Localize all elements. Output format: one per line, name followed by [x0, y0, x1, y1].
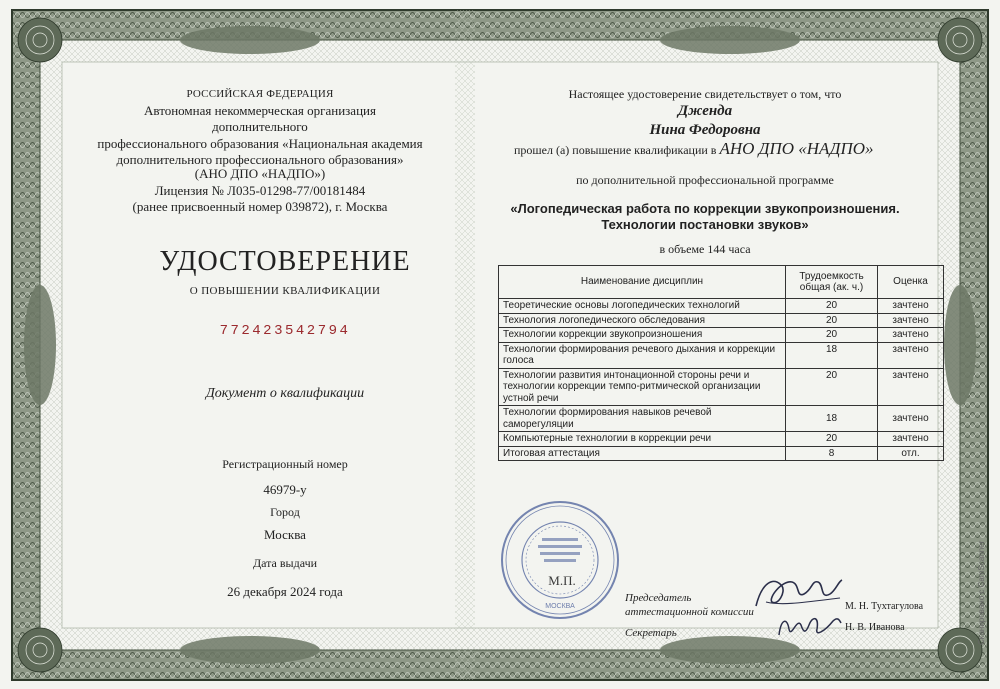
header-hours: Трудоемкость общая (ак. ч.)	[786, 266, 878, 299]
holder-given-name: Нина Федоровна	[649, 122, 761, 138]
chair-label-line-2: аттестационной комиссии	[625, 606, 754, 618]
document-type: Документ о квалификации	[205, 386, 365, 401]
table-row	[499, 328, 944, 343]
document-subtitle: О ПОВЫШЕНИИ КВАЛИФИКАЦИИ	[189, 285, 381, 297]
org-short-name: (АНО ДПО «НАДПО»)	[194, 166, 326, 181]
holder-surname: Дженда	[677, 103, 733, 119]
discipline-hours: 20	[786, 313, 878, 328]
discipline-grade: зачтено	[878, 406, 944, 432]
secretary-signature	[775, 611, 845, 643]
completion-text: прошел (а) повышение квалификации в	[514, 143, 717, 157]
discipline-name: Технологии формирования речевого дыхания и коррекции голоса	[499, 342, 786, 368]
chair-label	[625, 591, 765, 619]
old-number: (ранее присвоенный номер 039872), г. Москва	[132, 199, 388, 214]
official-stamp	[498, 498, 622, 622]
discipline-hours: 20	[786, 299, 878, 314]
disciplines-table	[498, 265, 944, 461]
discipline-grade: зачтено	[878, 342, 944, 368]
table-row	[499, 406, 944, 432]
issue-date-label: Дата выдачи	[252, 556, 318, 570]
program-title-line-2: Технологии постановки звуков»	[601, 217, 809, 232]
stamp-mp-label: М.П.	[548, 573, 576, 588]
registration-label: Регистрационный номер	[222, 457, 348, 471]
issuer-header	[95, 86, 425, 169]
city-value: Москва	[264, 527, 306, 542]
program-volume: в объеме 144 часа	[659, 242, 751, 256]
discipline-grade: отл.	[878, 446, 944, 461]
table-row	[499, 446, 944, 461]
license-number: Лицензия № Л035-01298-77/00181484	[154, 182, 366, 198]
registration-number: 46979-у	[263, 482, 307, 497]
header-grade: Оценка	[878, 266, 944, 299]
discipline-hours: 8	[786, 446, 878, 461]
certification-intro: Настоящее удостоверение свидетельствует о том, что	[568, 87, 842, 101]
table-row	[499, 368, 944, 406]
discipline-hours: 18	[786, 342, 878, 368]
document-title: УДОСТОВЕРЕНИЕ	[159, 246, 411, 277]
table-row	[499, 313, 944, 328]
table-row	[499, 342, 944, 368]
table-row	[499, 299, 944, 314]
discipline-grade: зачтено	[878, 368, 944, 406]
completion-statement	[480, 139, 980, 159]
issue-date: 26 декабря 2024 года	[227, 584, 343, 599]
program-title	[480, 201, 930, 233]
discipline-grade: зачтено	[878, 432, 944, 447]
table-header-row	[499, 266, 944, 299]
chair-name: М. Н. Тухтагулова	[845, 601, 924, 612]
discipline-name: Компьютерные технологии в коррекции речи	[499, 432, 786, 447]
org-name-line-2: профессионального образования «Национальная академия	[97, 135, 423, 151]
organization-name: АНО ДПО «НАДПО»	[719, 139, 874, 158]
secretary-name: Н. В. Иванова	[845, 622, 905, 633]
discipline-name: Итоговая аттестация	[499, 446, 786, 461]
discipline-grade: зачтено	[878, 299, 944, 314]
org-name-line-3: дополнительного профессионального образования»	[116, 152, 404, 167]
header-discipline: Наименование дисциплин	[499, 266, 786, 299]
discipline-hours: 18	[786, 406, 878, 432]
discipline-name: Технология логопедического обследования	[499, 313, 786, 328]
scanner-watermark: Сканировано с CamScanner	[977, 540, 986, 645]
discipline-grade: зачтено	[878, 313, 944, 328]
discipline-grade: зачтено	[878, 328, 944, 343]
program-title-line-1: «Логопедическая работа по коррекции звукопроизношения.	[510, 201, 900, 216]
chair-label-line-1: Председатель	[625, 592, 692, 604]
org-name-line-1: Автономная некоммерческая организация дополнительного	[144, 102, 376, 134]
discipline-hours: 20	[786, 432, 878, 447]
discipline-name: Технологии формирования навыков речевой саморегуляции	[499, 406, 786, 432]
city-label: Город	[270, 505, 300, 519]
discipline-name: Технологии коррекции звукопроизношения	[499, 328, 786, 343]
discipline-name: Технологии развития интонационной стороны речи и технологии коррекции темпо-ритмической организации устной речи	[499, 368, 786, 406]
discipline-name: Теоретические основы логопедических технологий	[499, 299, 786, 314]
discipline-hours: 20	[786, 368, 878, 406]
secretary-label: Секретарь	[625, 627, 677, 639]
stamp-city: МОСКВА	[545, 603, 575, 610]
program-intro: по дополнительной профессиональной программе	[576, 173, 834, 187]
country-name: РОССИЙСКАЯ ФЕДЕРАЦИЯ	[186, 88, 334, 100]
document-serial-number: 772423542794	[219, 323, 351, 339]
discipline-hours: 20	[786, 328, 878, 343]
issuer-details	[95, 166, 425, 216]
table-row	[499, 432, 944, 447]
